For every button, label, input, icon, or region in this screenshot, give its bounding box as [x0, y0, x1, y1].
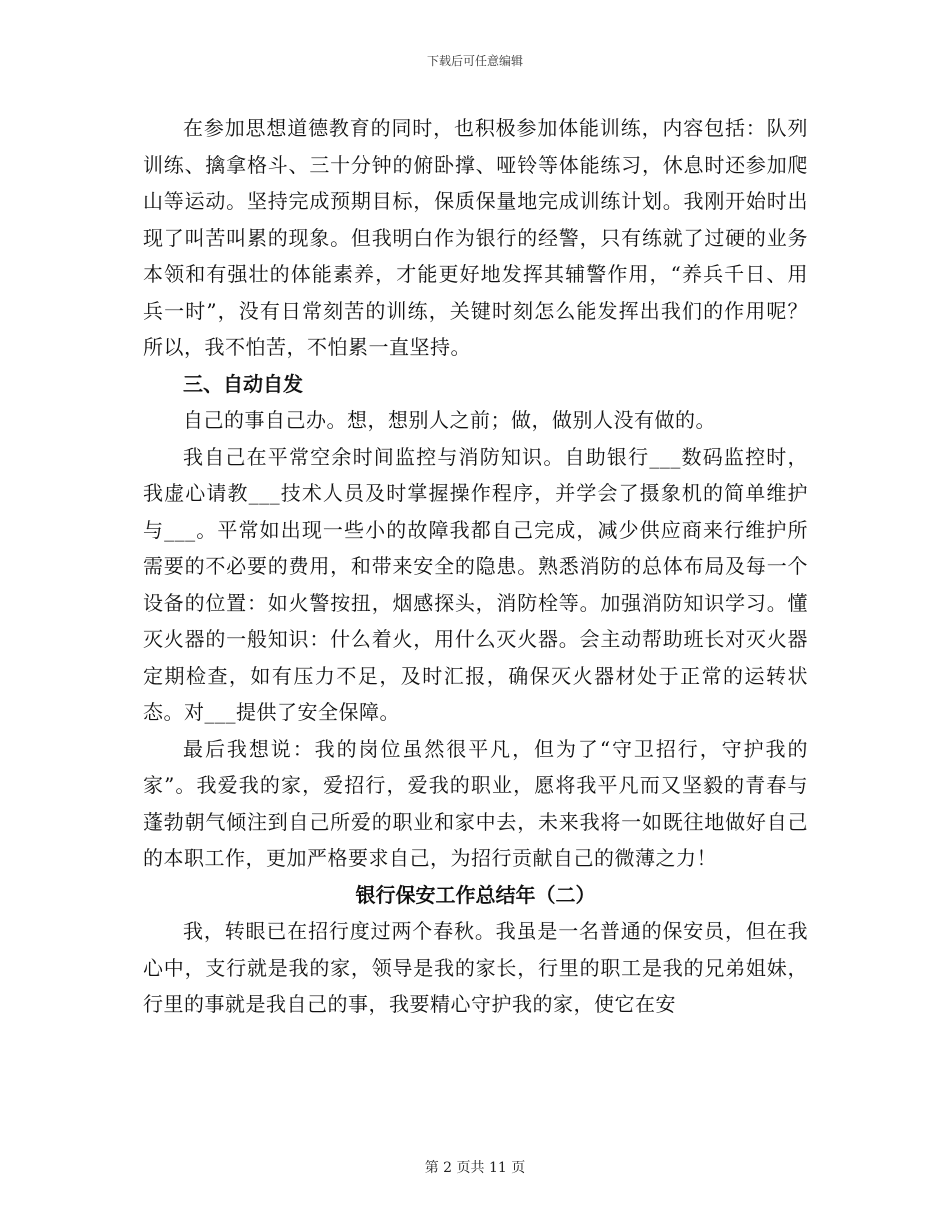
paragraph-summary-two-intro: 我，转眼已在招行度过两个春秋。我虽是一名普通的保安员，但在我心中，支行就是我的家，领导是我的家长，行里的职工是我的兄弟姐妹，行里的事就是我自己的事，我要精心守护我的家，使它在安	[143, 919, 808, 1016]
section-title-summary-two: 银行保安工作总结年（二）	[355, 882, 596, 907]
paragraph-physical-training: 在参加思想道德教育的同时，也积极参加体能训练，内容包括：队列训练、擒拿格斗、三十分钟的俯卧撑、哑铃等体能练习，休息时还参加爬山等运动。坚持完成预期目标，保质保量地完成训练计划。我刚开始时出现了叫苦叫累的现象。但我明白作为银行的经警，只有练就了过硬的业务本领和有强壮的体能素养，才能更好地发挥其辅警作用，“养兵千日、用兵一时”，没有日常刻苦的训练，关键时刻怎么能发挥出我们的作用呢？所以，我不怕苦，不怕累一直坚持。	[143, 116, 808, 359]
paragraph-closing-remarks: 最后我想说：我的岗位虽然很平凡，但为了“守卫招行，守护我的家”。我爱我的家，爱招行，爱我的职业，愿将我平凡而又坚毅的青春与蓬勃朝气倾注到自己所爱的职业和家中去，未来我将一如既往地做好自己的本职工作，更加严格要求自己，为招行贡献自己的微薄之力！	[143, 736, 808, 870]
document-body	[143, 110, 808, 1023]
page-header: 下载后可任意编辑	[426, 54, 523, 68]
page-footer: 第 2 页共 11 页	[424, 1160, 526, 1176]
paragraph-monitoring-fire-safety: 我自己在平常空余时间监控与消防知识。自助银行___数码监控时，我虚心请教___技术人员及时掌握操作程序，并学会了摄象机的简单维护与___。平常如出现一些小的故障我都自己完成，减少供应商来行维护所需要的不必要的费用，和带来安全的隐患。熟悉消防的总体布局及每一个设备的位置：如火警按扭，烟感探头，消防栓等。加强消防知识学习。懂灭火器的一般知识：什么着火，用什么灭火器。会主动帮助班长对灭火器定期检查，如有压力不足，及时汇报，确保灭火器材处于正常的运转状态。对___提供了安全保障。	[143, 444, 808, 724]
paragraph-self-reliance: 自己的事自己办。想，想别人之前；做，做别人没有做的。	[183, 408, 716, 432]
section-heading-self-motivation: 三、自动自发	[183, 371, 303, 396]
